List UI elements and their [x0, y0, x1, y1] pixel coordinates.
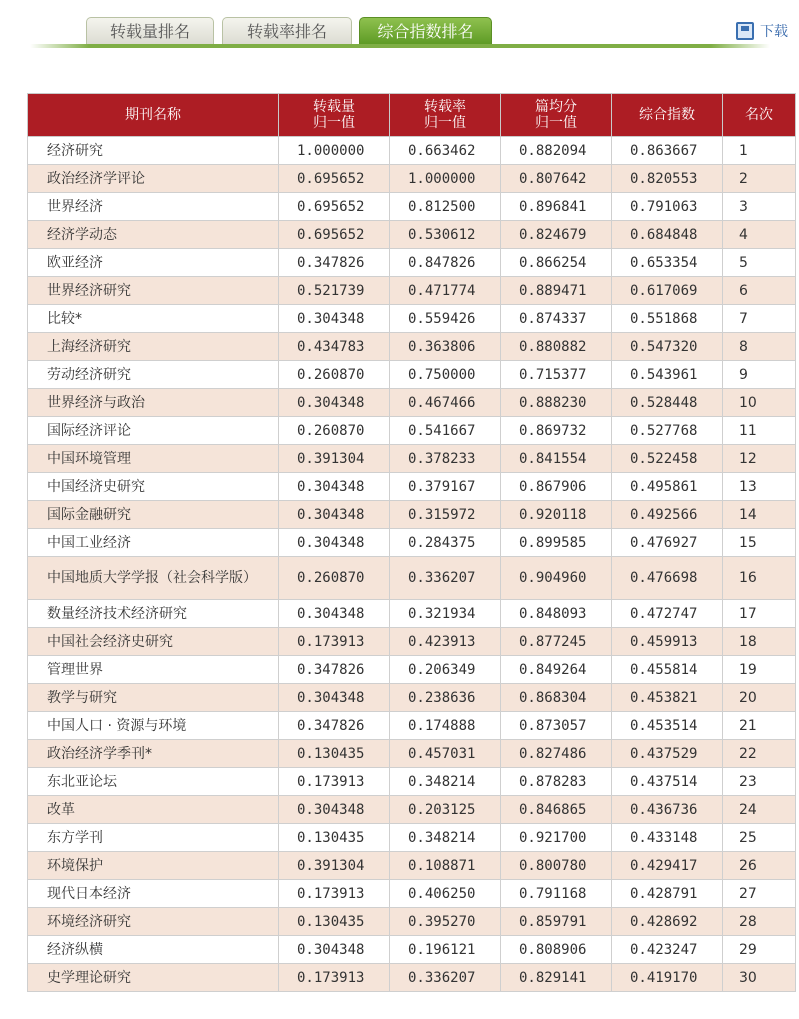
- reprint-rate-cell: 0.847826: [390, 249, 501, 277]
- table-row: [28, 824, 796, 852]
- rank-cell: 9: [723, 361, 796, 389]
- composite-index-cell: 0.437514: [612, 768, 723, 796]
- reprint-volume-cell: 0.391304: [279, 852, 390, 880]
- composite-index-cell: 0.455814: [612, 656, 723, 684]
- ranking-table: [27, 93, 796, 992]
- journal-name-cell: 史学理论研究: [28, 964, 279, 992]
- rank-cell: 24: [723, 796, 796, 824]
- reprint-volume-cell: 0.173913: [279, 880, 390, 908]
- reprint-volume-cell: 0.521739: [279, 277, 390, 305]
- composite-index-cell: 0.428791: [612, 880, 723, 908]
- journal-name-cell: 政治经济学季刊*: [28, 740, 279, 768]
- composite-index-cell: 0.433148: [612, 824, 723, 852]
- composite-index-cell: 0.528448: [612, 389, 723, 417]
- table-row: [28, 628, 796, 656]
- reprint-volume-cell: 0.695652: [279, 193, 390, 221]
- table-row: [28, 852, 796, 880]
- table-row: [28, 165, 796, 193]
- rank-cell: 22: [723, 740, 796, 768]
- reprint-volume-cell: 0.260870: [279, 417, 390, 445]
- journal-name-cell: 世界经济与政治: [28, 389, 279, 417]
- table-row: [28, 445, 796, 473]
- average-score-cell: 0.878283: [501, 768, 612, 796]
- table-row: [28, 389, 796, 417]
- average-score-cell: 0.899585: [501, 529, 612, 557]
- reprint-volume-cell: 0.304348: [279, 501, 390, 529]
- journal-name-cell: 中国社会经济史研究: [28, 628, 279, 656]
- reprint-rate-cell: 0.203125: [390, 796, 501, 824]
- journal-name-cell: 中国地质大学学报（社会科学版）: [28, 557, 279, 600]
- rank-cell: 4: [723, 221, 796, 249]
- composite-index-cell: 0.863667: [612, 137, 723, 165]
- reprint-rate-cell: 0.750000: [390, 361, 501, 389]
- reprint-rate-cell: 0.378233: [390, 445, 501, 473]
- composite-index-cell: 0.419170: [612, 964, 723, 992]
- journal-name-cell: 管理世界: [28, 656, 279, 684]
- reprint-volume-cell: 0.347826: [279, 249, 390, 277]
- average-score-cell: 0.889471: [501, 277, 612, 305]
- rank-cell: 13: [723, 473, 796, 501]
- reprint-volume-cell: 0.304348: [279, 684, 390, 712]
- journal-name-cell: 中国环境管理: [28, 445, 279, 473]
- composite-index-cell: 0.551868: [612, 305, 723, 333]
- reprint-rate-cell: 0.423913: [390, 628, 501, 656]
- save-icon: [736, 22, 754, 40]
- journal-name-cell: 经济学动态: [28, 221, 279, 249]
- rank-cell: 27: [723, 880, 796, 908]
- table-row: [28, 277, 796, 305]
- reprint-rate-cell: 0.395270: [390, 908, 501, 936]
- journal-name-cell: 政治经济学评论: [28, 165, 279, 193]
- average-score-cell: 0.807642: [501, 165, 612, 193]
- rank-cell: 28: [723, 908, 796, 936]
- reprint-volume-cell: 0.304348: [279, 389, 390, 417]
- rank-cell: 19: [723, 656, 796, 684]
- reprint-rate-cell: 0.559426: [390, 305, 501, 333]
- reprint-volume-cell: 0.173913: [279, 964, 390, 992]
- average-score-cell: 0.874337: [501, 305, 612, 333]
- table-row: [28, 333, 796, 361]
- reprint-rate-cell: 0.174888: [390, 712, 501, 740]
- tab-underline: [30, 44, 770, 48]
- average-score-cell: 0.888230: [501, 389, 612, 417]
- average-score-cell: 0.873057: [501, 712, 612, 740]
- reprint-volume-cell: 0.173913: [279, 768, 390, 796]
- reprint-volume-cell: 1.000000: [279, 137, 390, 165]
- rank-cell: 10: [723, 389, 796, 417]
- download-label: 下载: [760, 24, 788, 40]
- average-score-cell: 0.848093: [501, 600, 612, 628]
- reprint-volume-cell: 0.304348: [279, 936, 390, 964]
- reprint-rate-cell: 0.108871: [390, 852, 501, 880]
- journal-name-cell: 经济纵横: [28, 936, 279, 964]
- table-row: [28, 740, 796, 768]
- composite-index-cell: 0.428692: [612, 908, 723, 936]
- reprint-rate-cell: 0.467466: [390, 389, 501, 417]
- composite-index-cell: 0.492566: [612, 501, 723, 529]
- reprint-volume-cell: 0.304348: [279, 473, 390, 501]
- reprint-volume-cell: 0.130435: [279, 908, 390, 936]
- composite-index-cell: 0.429417: [612, 852, 723, 880]
- table-row: [28, 193, 796, 221]
- composite-index-cell: 0.522458: [612, 445, 723, 473]
- journal-name-cell: 上海经济研究: [28, 333, 279, 361]
- journal-name-cell: 世界经济: [28, 193, 279, 221]
- table-row: [28, 936, 796, 964]
- rank-cell: 21: [723, 712, 796, 740]
- column-header-composite-index: 综合指数: [612, 94, 723, 137]
- composite-index-cell: 0.453514: [612, 712, 723, 740]
- column-header-reprint-volume: 转载量 归一值: [279, 94, 390, 137]
- journal-name-cell: 现代日本经济: [28, 880, 279, 908]
- average-score-cell: 0.841554: [501, 445, 612, 473]
- reprint-volume-cell: 0.347826: [279, 712, 390, 740]
- average-score-cell: 0.877245: [501, 628, 612, 656]
- composite-index-cell: 0.617069: [612, 277, 723, 305]
- reprint-rate-cell: 0.321934: [390, 600, 501, 628]
- reprint-volume-cell: 0.391304: [279, 445, 390, 473]
- reprint-volume-cell: 0.260870: [279, 557, 390, 600]
- reprint-rate-cell: 0.541667: [390, 417, 501, 445]
- reprint-rate-cell: 0.457031: [390, 740, 501, 768]
- journal-name-cell: 改革: [28, 796, 279, 824]
- table-row: [28, 656, 796, 684]
- composite-index-cell: 0.547320: [612, 333, 723, 361]
- reprint-volume-cell: 0.173913: [279, 628, 390, 656]
- average-score-cell: 0.808906: [501, 936, 612, 964]
- tab-composite-index-ranking[interactable]: 综合指数排名: [359, 17, 492, 44]
- journal-name-cell: 东北亚论坛: [28, 768, 279, 796]
- table-row: [28, 529, 796, 557]
- table-row: [28, 908, 796, 936]
- table-header-row: [28, 94, 796, 137]
- reprint-rate-cell: 0.406250: [390, 880, 501, 908]
- journal-name-cell: 经济研究: [28, 137, 279, 165]
- column-header-average-score: 篇均分 归一值: [501, 94, 612, 137]
- reprint-volume-cell: 0.260870: [279, 361, 390, 389]
- rank-cell: 2: [723, 165, 796, 193]
- journal-name-cell: 欧亚经济: [28, 249, 279, 277]
- journal-name-cell: 比较*: [28, 305, 279, 333]
- composite-index-cell: 0.684848: [612, 221, 723, 249]
- composite-index-cell: 0.436736: [612, 796, 723, 824]
- reprint-rate-cell: 0.471774: [390, 277, 501, 305]
- reprint-rate-cell: 0.663462: [390, 137, 501, 165]
- rank-cell: 3: [723, 193, 796, 221]
- reprint-volume-cell: 0.304348: [279, 600, 390, 628]
- composite-index-cell: 0.423247: [612, 936, 723, 964]
- reprint-rate-cell: 0.348214: [390, 768, 501, 796]
- column-header-journal-name: 期刊名称: [28, 94, 279, 137]
- composite-index-cell: 0.472747: [612, 600, 723, 628]
- table-row: [28, 361, 796, 389]
- rank-cell: 12: [723, 445, 796, 473]
- average-score-cell: 0.880882: [501, 333, 612, 361]
- table-row: [28, 137, 796, 165]
- rank-cell: 30: [723, 964, 796, 992]
- table-row: [28, 557, 796, 600]
- reprint-rate-cell: 0.348214: [390, 824, 501, 852]
- rank-cell: 20: [723, 684, 796, 712]
- composite-index-cell: 0.543961: [612, 361, 723, 389]
- reprint-volume-cell: 0.695652: [279, 165, 390, 193]
- composite-index-cell: 0.437529: [612, 740, 723, 768]
- journal-name-cell: 中国人口 · 资源与环境: [28, 712, 279, 740]
- average-score-cell: 0.846865: [501, 796, 612, 824]
- reprint-rate-cell: 0.196121: [390, 936, 501, 964]
- rank-cell: 8: [723, 333, 796, 361]
- average-score-cell: 0.921700: [501, 824, 612, 852]
- average-score-cell: 0.869732: [501, 417, 612, 445]
- average-score-cell: 0.867906: [501, 473, 612, 501]
- column-header-rank: 名次: [723, 94, 796, 137]
- average-score-cell: 0.827486: [501, 740, 612, 768]
- reprint-rate-cell: 0.363806: [390, 333, 501, 361]
- table-row: [28, 249, 796, 277]
- average-score-cell: 0.824679: [501, 221, 612, 249]
- journal-name-cell: 数量经济技术经济研究: [28, 600, 279, 628]
- table-row: [28, 712, 796, 740]
- tab-bar: [0, 0, 799, 52]
- average-score-cell: 0.800780: [501, 852, 612, 880]
- reprint-rate-cell: 1.000000: [390, 165, 501, 193]
- composite-index-cell: 0.495861: [612, 473, 723, 501]
- table-row: [28, 305, 796, 333]
- composite-index-cell: 0.791063: [612, 193, 723, 221]
- journal-name-cell: 世界经济研究: [28, 277, 279, 305]
- journal-name-cell: 国际金融研究: [28, 501, 279, 529]
- rank-cell: 1: [723, 137, 796, 165]
- reprint-volume-cell: 0.304348: [279, 305, 390, 333]
- reprint-rate-cell: 0.206349: [390, 656, 501, 684]
- reprint-volume-cell: 0.695652: [279, 221, 390, 249]
- average-score-cell: 0.920118: [501, 501, 612, 529]
- rank-cell: 29: [723, 936, 796, 964]
- reprint-rate-cell: 0.530612: [390, 221, 501, 249]
- tab-reprint-rate-ranking[interactable]: 转载率排名: [222, 17, 352, 44]
- rank-cell: 15: [723, 529, 796, 557]
- rank-cell: 14: [723, 501, 796, 529]
- journal-name-cell: 中国工业经济: [28, 529, 279, 557]
- rank-cell: 25: [723, 824, 796, 852]
- composite-index-cell: 0.459913: [612, 628, 723, 656]
- table-row: [28, 473, 796, 501]
- composite-index-cell: 0.476927: [612, 529, 723, 557]
- journal-name-cell: 环境经济研究: [28, 908, 279, 936]
- table-row: [28, 221, 796, 249]
- table-row: [28, 600, 796, 628]
- average-score-cell: 0.791168: [501, 880, 612, 908]
- table-row: [28, 417, 796, 445]
- rank-cell: 16: [723, 557, 796, 600]
- average-score-cell: 0.859791: [501, 908, 612, 936]
- rank-cell: 11: [723, 417, 796, 445]
- rank-cell: 23: [723, 768, 796, 796]
- download-button[interactable]: [736, 20, 788, 42]
- average-score-cell: 0.829141: [501, 964, 612, 992]
- reprint-volume-cell: 0.347826: [279, 656, 390, 684]
- rank-cell: 26: [723, 852, 796, 880]
- journal-name-cell: 教学与研究: [28, 684, 279, 712]
- composite-index-cell: 0.453821: [612, 684, 723, 712]
- reprint-rate-cell: 0.238636: [390, 684, 501, 712]
- reprint-rate-cell: 0.336207: [390, 557, 501, 600]
- column-header-reprint-rate: 转载率 归一值: [390, 94, 501, 137]
- journal-name-cell: 劳动经济研究: [28, 361, 279, 389]
- average-score-cell: 0.882094: [501, 137, 612, 165]
- reprint-rate-cell: 0.284375: [390, 529, 501, 557]
- average-score-cell: 0.904960: [501, 557, 612, 600]
- table-row: [28, 501, 796, 529]
- average-score-cell: 0.868304: [501, 684, 612, 712]
- table-row: [28, 768, 796, 796]
- table-row: [28, 684, 796, 712]
- reprint-volume-cell: 0.304348: [279, 796, 390, 824]
- reprint-rate-cell: 0.812500: [390, 193, 501, 221]
- rank-cell: 7: [723, 305, 796, 333]
- composite-index-cell: 0.653354: [612, 249, 723, 277]
- table-row: [28, 880, 796, 908]
- composite-index-cell: 0.476698: [612, 557, 723, 600]
- tab-reprint-volume-ranking[interactable]: 转载量排名: [86, 17, 214, 44]
- composite-index-cell: 0.820553: [612, 165, 723, 193]
- rank-cell: 6: [723, 277, 796, 305]
- composite-index-cell: 0.527768: [612, 417, 723, 445]
- table-row: [28, 964, 796, 992]
- average-score-cell: 0.866254: [501, 249, 612, 277]
- rank-cell: 17: [723, 600, 796, 628]
- reprint-volume-cell: 0.130435: [279, 740, 390, 768]
- reprint-rate-cell: 0.315972: [390, 501, 501, 529]
- average-score-cell: 0.715377: [501, 361, 612, 389]
- reprint-volume-cell: 0.130435: [279, 824, 390, 852]
- rank-cell: 5: [723, 249, 796, 277]
- journal-name-cell: 国际经济评论: [28, 417, 279, 445]
- journal-name-cell: 中国经济史研究: [28, 473, 279, 501]
- average-score-cell: 0.849264: [501, 656, 612, 684]
- table-row: [28, 796, 796, 824]
- journal-name-cell: 东方学刊: [28, 824, 279, 852]
- average-score-cell: 0.896841: [501, 193, 612, 221]
- reprint-volume-cell: 0.304348: [279, 529, 390, 557]
- journal-name-cell: 环境保护: [28, 852, 279, 880]
- reprint-rate-cell: 0.336207: [390, 964, 501, 992]
- reprint-rate-cell: 0.379167: [390, 473, 501, 501]
- rank-cell: 18: [723, 628, 796, 656]
- reprint-volume-cell: 0.434783: [279, 333, 390, 361]
